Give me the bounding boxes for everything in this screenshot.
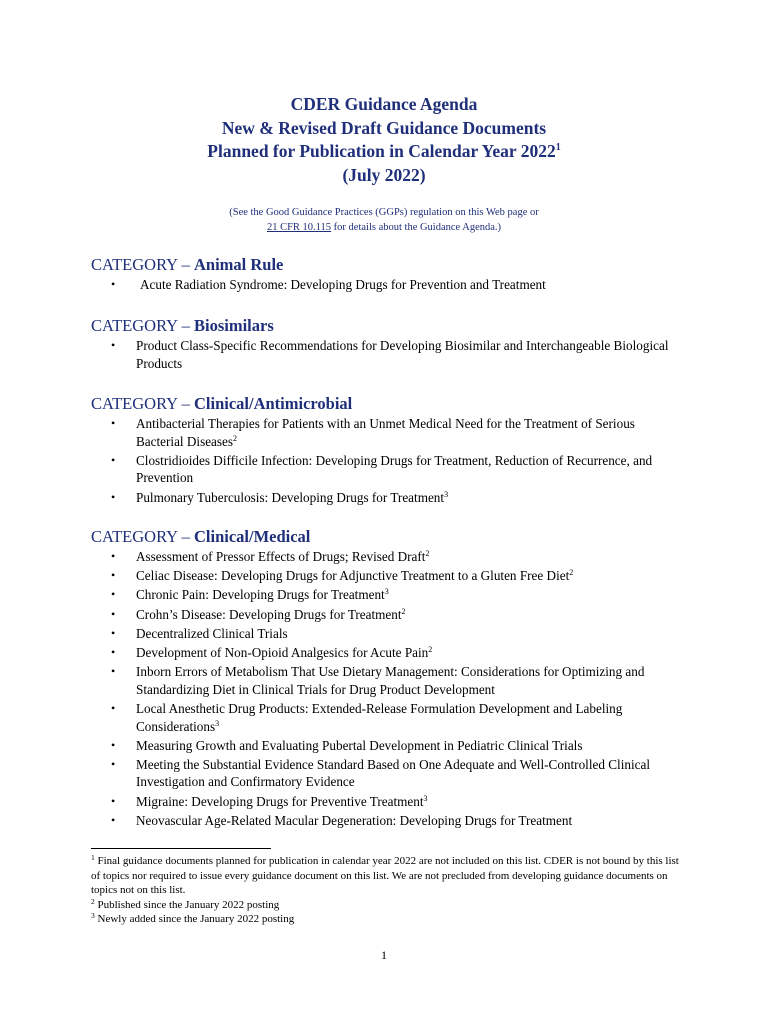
- bullet: •: [111, 700, 116, 715]
- bullet: •: [111, 664, 116, 679]
- category-heading-clinical-medical: [91, 527, 310, 547]
- bullet: •: [111, 606, 116, 621]
- footnote-ref[interactable]: 2: [569, 568, 574, 578]
- item-text: Chronic Pain: Developing Drugs for Treatment: [136, 587, 385, 603]
- list-item: [111, 415, 671, 450]
- footnote-mark: 3: [91, 911, 95, 921]
- category-heading-animal-rule: [91, 255, 283, 275]
- note-line-2: [0, 220, 768, 235]
- category-name: Clinical/Antimicrobial: [193, 394, 353, 413]
- note-line-1: (See the Good Guidance Practices (GGPs) regulation on this Web page or: [229, 207, 539, 218]
- title-line-2: New & Revised Draft Guidance Documents: [221, 117, 547, 138]
- title-line-3-text: Planned for Publication in Calendar Year 2022: [207, 141, 556, 161]
- cfr-link[interactable]: 21 CFR 10.115: [266, 222, 332, 233]
- footnote-ref[interactable]: 2: [233, 433, 238, 443]
- bullet: •: [111, 277, 116, 291]
- title-line-3: [0, 140, 768, 164]
- list-item: [111, 625, 671, 643]
- page-number: 1: [381, 948, 387, 962]
- item-text: Local Anesthetic Drug Products: Extended-Release Formulation Development and Labeling Considerations: [136, 700, 623, 734]
- item-text: Measuring Growth and Evaluating Pubertal Development in Pediatric Clinical Trials: [136, 737, 583, 753]
- footnote-3: [91, 912, 681, 927]
- category-prefix: CATEGORY –: [91, 394, 194, 413]
- list-item: [111, 276, 671, 294]
- bullet: •: [111, 737, 116, 752]
- title-line-4: (July 2022): [342, 164, 426, 185]
- document-title: [0, 93, 768, 187]
- bullet: •: [111, 489, 116, 504]
- item-text: Crohn’s Disease: Developing Drugs for Treatment: [136, 606, 402, 622]
- item-text: Assessment of Pressor Effects of Drugs; Revised Draft: [136, 549, 426, 564]
- footnote-ref[interactable]: 3: [444, 489, 449, 499]
- category-prefix: CATEGORY –: [91, 255, 194, 274]
- list-item: [111, 489, 671, 507]
- category-heading-biosimilars: [91, 316, 274, 336]
- list-item: [111, 452, 671, 487]
- list-item: [111, 793, 671, 811]
- category-name: Animal Rule: [193, 255, 284, 274]
- bullet: •: [111, 568, 116, 583]
- note-line-2-rest: for details about the Guidance Agenda.): [331, 222, 502, 233]
- category-list-clinical-antimicrobial: [111, 415, 671, 508]
- list-item: [111, 700, 671, 735]
- item-text: Meeting the Substantial Evidence Standard Based on One Adequate and Well-Controlled Clinical Investigation and Confirmatory Evidence: [136, 756, 650, 790]
- list-item: [111, 567, 671, 585]
- item-text: Celiac Disease: Developing Drugs for Adjunctive Treatment to a Gluten Free Diet: [136, 568, 570, 584]
- item-text: Clostridioides Difficile Infection: Developing Drugs for Treatment, Reduction of Recurrence, and Prevention: [136, 452, 653, 486]
- footnote-text: Newly added since the January 2022 posting: [94, 913, 295, 926]
- list-item: [111, 644, 671, 662]
- footnote-ref[interactable]: 3: [215, 718, 220, 728]
- bullet: •: [111, 812, 116, 827]
- item-text: Inborn Errors of Metabolism That Use Dietary Management: Considerations for Optimizing and Standardizing Diet in Clinical Trials for Drug Product Development: [136, 664, 645, 697]
- list-item: [111, 548, 671, 566]
- category-prefix: CATEGORY –: [91, 316, 194, 335]
- title-line-1: CDER Guidance Agenda: [290, 94, 478, 114]
- list-item: [111, 663, 671, 698]
- footnote-ref[interactable]: 2: [428, 644, 433, 654]
- footnote-text: Final guidance documents planned for publication in calendar year 2022 are not included on this list. CDER is not bound by this list of topics nor required to issue every guidance document on this list. We are not precluded from developing guidance documents on topics not on this list.: [91, 855, 679, 897]
- footnote-ref[interactable]: 3: [384, 587, 389, 597]
- bullet: •: [111, 338, 116, 352]
- item-text: Acute Radiation Syndrome: Developing Drugs for Prevention and Treatment: [140, 277, 546, 292]
- category-name: Biosimilars: [193, 316, 274, 335]
- item-text: Antibacterial Therapies for Patients with an Unmet Medical Need for the Treatment of Serious Bacterial Diseases: [136, 416, 635, 449]
- item-text: Neovascular Age-Related Macular Degeneration: Developing Drugs for Treatment: [136, 812, 573, 828]
- guidance-note: [0, 205, 768, 235]
- footnote-ref-1[interactable]: 1: [555, 142, 561, 153]
- footnote-1: [91, 854, 681, 898]
- list-item: [111, 586, 671, 604]
- list-item: [111, 337, 671, 372]
- item-text: Pulmonary Tuberculosis: Developing Drugs for Treatment: [136, 489, 445, 505]
- item-text: Decentralized Clinical Trials: [136, 625, 288, 641]
- category-prefix: CATEGORY –: [91, 527, 194, 546]
- footnote-mark: 2: [91, 896, 95, 906]
- category-list-clinical-medical: [111, 548, 671, 831]
- footnote-ref[interactable]: 3: [423, 793, 428, 803]
- bullet: •: [111, 756, 116, 771]
- footnote-mark: 1: [91, 853, 95, 862]
- bullet: •: [111, 625, 116, 640]
- bullet: •: [111, 644, 116, 659]
- footnote-text: Published since the January 2022 posting: [94, 898, 280, 911]
- footnote-2: [91, 898, 681, 913]
- footnotes: [91, 854, 681, 927]
- footnote-ref[interactable]: 2: [425, 549, 430, 558]
- item-text: Product Class-Specific Recommendations for Developing Biosimilar and Interchangeable Biological Products: [136, 338, 669, 371]
- item-text: Migraine: Developing Drugs for Preventive Treatment: [136, 793, 424, 809]
- item-text: Development of Non-Opioid Analgesics for Acute Pain: [136, 644, 429, 660]
- list-item: [111, 756, 671, 791]
- category-list-biosimilars: [111, 337, 671, 374]
- bullet: •: [111, 587, 116, 602]
- bullet: •: [111, 793, 116, 808]
- list-item: [111, 812, 671, 830]
- list-item: [111, 606, 671, 624]
- category-heading-clinical-antimicrobial: [91, 394, 352, 414]
- category-name: Clinical/Medical: [193, 527, 311, 546]
- bullet: •: [111, 452, 116, 467]
- bullet: •: [111, 549, 116, 563]
- footnote-ref[interactable]: 2: [401, 606, 406, 616]
- list-item: [111, 737, 671, 755]
- bullet: •: [111, 416, 116, 430]
- category-list-animal-rule: [111, 276, 671, 295]
- footnote-separator: [91, 848, 271, 849]
